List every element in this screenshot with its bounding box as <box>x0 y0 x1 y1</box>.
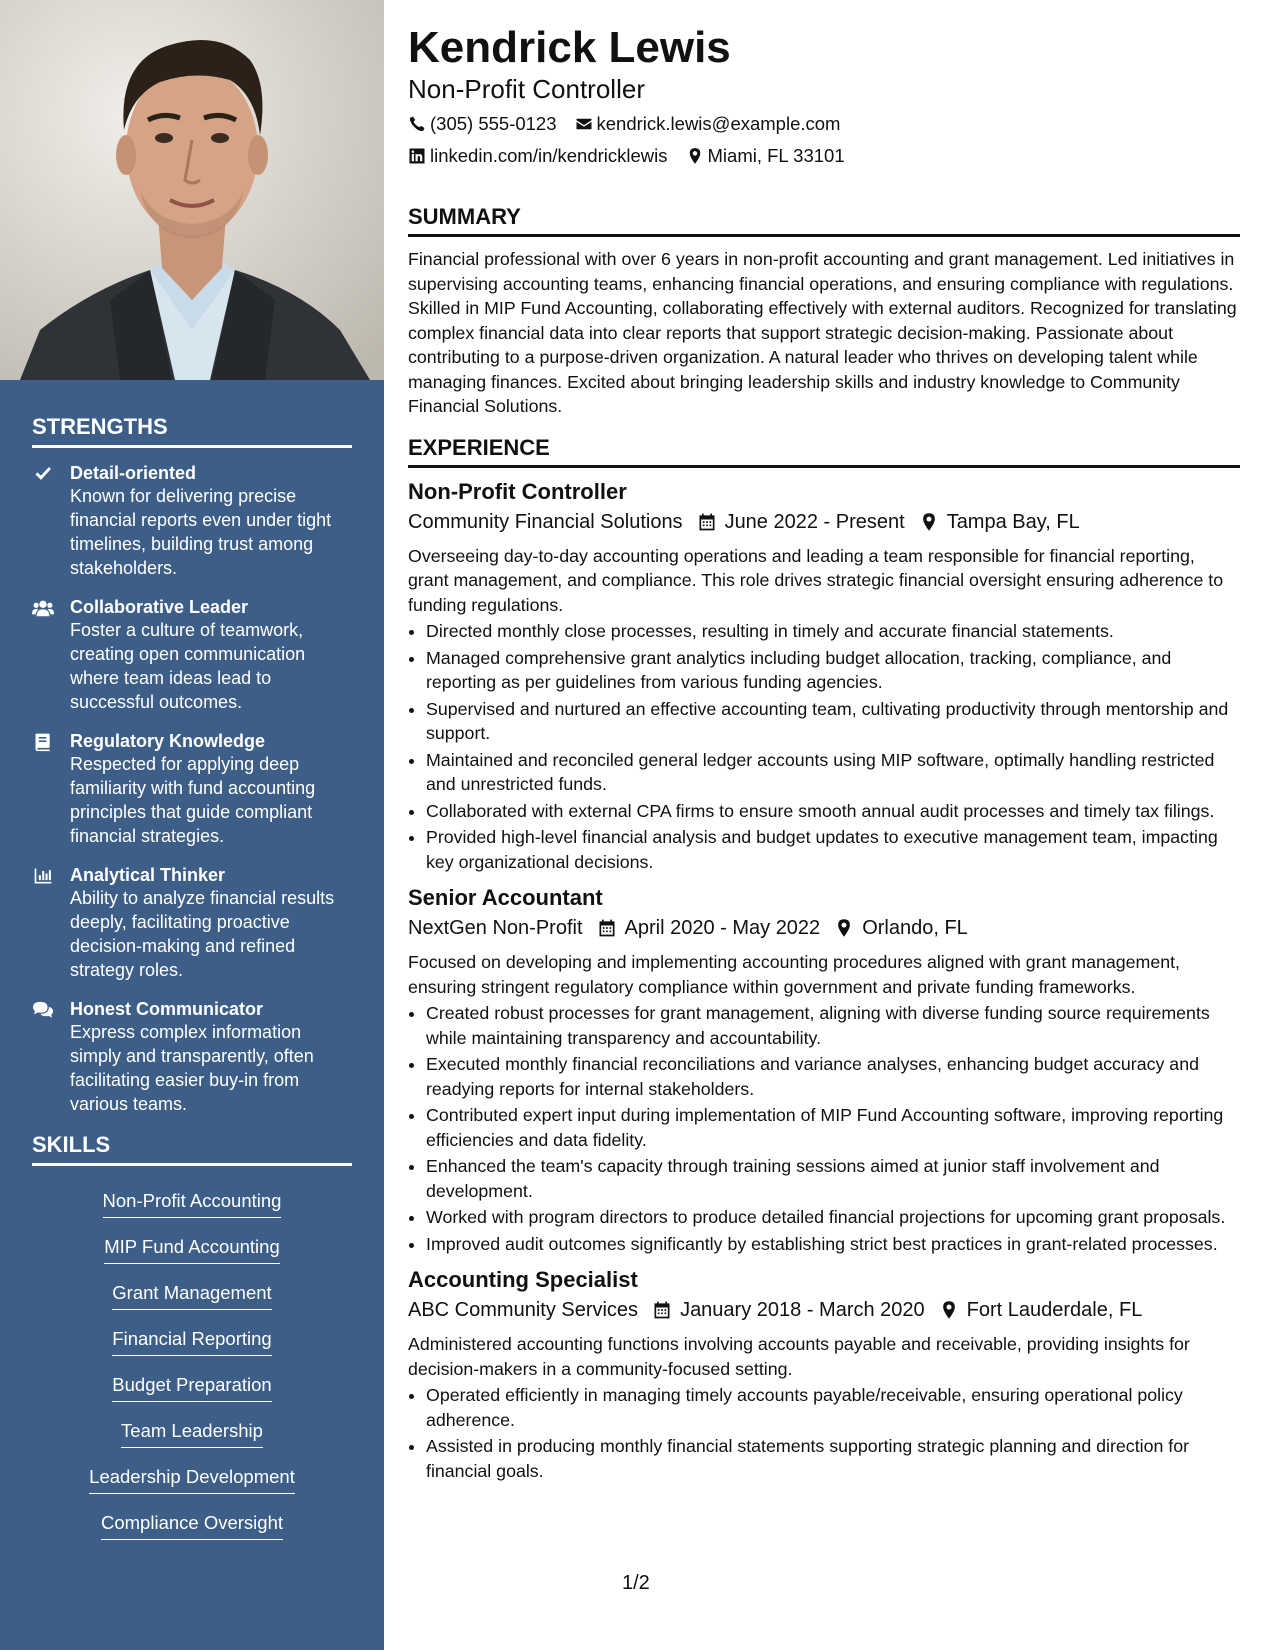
list-item: • Contributed expert input during implementation of MIP Fund Accounting software, improving reporting efficiencies and data fidelity. <box>426 1103 1240 1152</box>
location-pin-icon <box>939 1300 959 1320</box>
calendar-icon <box>697 512 717 532</box>
list-item: • Provided high-level financial analysis and budget updates to executive management team, impacting key organizational decisions. <box>426 825 1240 874</box>
candidate-name: Kendrick Lewis <box>408 23 731 72</box>
book-icon <box>32 730 70 848</box>
profile-photo <box>0 0 384 380</box>
skill-item: MIP Fund Accounting <box>104 1236 280 1264</box>
summary-heading: SUMMARY <box>408 204 1240 237</box>
job-dates-text: January 2018 - March 2020 <box>680 1299 925 1321</box>
list-item: • Improved audit outcomes significantly by establishing strict best practices in grant-related processes. <box>426 1232 1240 1257</box>
strength-description: Respected for applying deep familiarity with fund accounting principles that guide compliant financial strategies. <box>70 754 316 846</box>
list-item: • Executed monthly financial reconciliations and variance analyses, enhancing budget accuracy and readying reports for internal stakeholders. <box>426 1052 1240 1101</box>
job-dates <box>697 508 905 536</box>
job-location-text: Fort Lauderdale, FL <box>966 1299 1143 1321</box>
sidebar-content <box>32 400 352 1552</box>
company-name: Community Financial Solutions <box>408 510 683 533</box>
phone-text: (305) 555-0123 <box>430 113 557 134</box>
phone-icon <box>408 115 426 133</box>
strength-description: Ability to analyze financial results deeply, facilitating proactive decision-making and refined strategy roles. <box>70 888 335 980</box>
strength-description: Express complex information simply and transparently, often facilitating easier buy-in from various teams. <box>70 1022 314 1114</box>
job-location <box>939 1296 1143 1324</box>
job-location <box>834 914 968 942</box>
location-pin-icon <box>686 147 704 165</box>
check-icon <box>32 462 70 580</box>
job-title: Accounting Specialist <box>408 1267 638 1292</box>
main-content <box>408 22 1240 1485</box>
skill-item: Leadership Development <box>89 1466 295 1494</box>
job-entry <box>408 478 1240 875</box>
envelope-icon <box>575 115 593 133</box>
linkedin-contact[interactable] <box>408 144 668 168</box>
job-dates-text: June 2022 - Present <box>724 510 905 533</box>
skill-item: Budget Preparation <box>112 1374 271 1402</box>
job-title: Senior Accountant <box>408 885 603 910</box>
strength-item <box>32 864 352 982</box>
company-name: ABC Community Services <box>408 1299 639 1321</box>
list-item: • Operated efficiently in managing timely accounts payable/receivable, ensuring operational policy adherence. <box>426 1383 1240 1432</box>
job-entry <box>408 884 1240 1256</box>
job-meta <box>408 914 1240 942</box>
strength-item <box>32 998 352 1116</box>
job-entry <box>408 1266 1240 1483</box>
job-meta <box>408 1296 1240 1324</box>
email-contact[interactable] <box>575 112 841 136</box>
skill-item: Compliance Oversight <box>101 1512 283 1540</box>
job-dates <box>597 914 821 942</box>
strength-description: Known for delivering precise financial reports even under tight timelines, building trust among stakeholders. <box>70 486 332 578</box>
phone-contact <box>408 112 557 136</box>
job-dates-text: April 2020 - May 2022 <box>624 917 821 939</box>
list-item: • Collaborated with external CPA firms to ensure smooth annual audit processes and timely tax filings. <box>426 799 1240 824</box>
location-pin-icon <box>919 512 939 532</box>
chart-icon <box>32 864 70 982</box>
calendar-icon <box>652 1300 672 1320</box>
skill-item: Financial Reporting <box>112 1328 271 1356</box>
job-location <box>919 508 1080 536</box>
strength-title: Collaborative Leader <box>70 597 249 617</box>
list-item: • Worked with program directors to produce detailed financial projections for upcoming grant proposals. <box>426 1205 1240 1230</box>
users-icon <box>32 596 70 714</box>
skill-item: Non-Profit Accounting <box>103 1190 282 1218</box>
list-item: • Created robust processes for grant management, aligning with diverse funding source requirements while maintaining transparency and accountability. <box>426 1001 1240 1050</box>
list-item: • Managed comprehensive grant analytics including budget allocation, tracking, compliance, and reporting as per guidelines from various funding agencies. <box>426 646 1240 695</box>
location-text: Miami, FL 33101 <box>707 145 845 166</box>
strength-title: Regulatory Knowledge <box>70 731 266 751</box>
strengths-heading: STRENGTHS <box>32 414 352 448</box>
location-contact <box>686 144 845 168</box>
experience-heading: EXPERIENCE <box>408 435 1240 468</box>
list-item: • Supervised and nurtured an effective accounting team, cultivating productivity through mentorship and support. <box>426 697 1240 746</box>
contact-row <box>408 144 1240 168</box>
strength-item <box>32 596 352 714</box>
job-location-text: Tampa Bay, FL <box>946 510 1080 533</box>
job-bullets <box>408 619 1240 874</box>
job-bullets <box>408 1001 1240 1256</box>
skill-item: Grant Management <box>112 1282 271 1310</box>
list-item: • Maintained and reconciled general ledger accounts using MIP software, optimally handling restricted and unrestricted funds. <box>426 748 1240 797</box>
skill-item: Team Leadership <box>121 1420 263 1448</box>
profile-photo-illustration <box>0 0 384 380</box>
job-dates <box>652 1296 925 1324</box>
strength-item <box>32 730 352 848</box>
contact-row <box>408 112 1240 136</box>
strength-description: Foster a culture of teamwork, creating open communication where team ideas lead to successful outcomes. <box>70 620 306 712</box>
job-meta <box>408 508 1240 536</box>
list-item: • Directed monthly close processes, resulting in timely and accurate financial statements. <box>426 619 1240 644</box>
job-description: Administered accounting functions involving accounts payable and receivable, providing insights for decision-makers in a community-focused setting. <box>408 1334 1190 1379</box>
email-link[interactable]: kendrick.lewis@example.com <box>596 113 841 134</box>
job-location-text: Orlando, FL <box>862 917 968 939</box>
list-item: • Assisted in producing monthly financial statements supporting strategic planning and direction for financial goals. <box>426 1434 1240 1483</box>
skills-list <box>32 1180 352 1552</box>
linkedin-icon <box>408 147 426 165</box>
strength-item <box>32 462 352 580</box>
job-bullets <box>408 1383 1240 1483</box>
strength-title: Analytical Thinker <box>70 865 226 885</box>
calendar-icon <box>597 918 617 938</box>
job-title: Non-Profit Controller <box>408 478 627 504</box>
skills-heading: SKILLS <box>32 1132 352 1166</box>
comments-icon <box>32 998 70 1116</box>
job-description: Overseeing day-to-day accounting operations and leading a team responsible for financial reporting, grant management, and compliance. This role drives strategic financial oversight ensuring adherence to funding regulations. <box>408 545 1224 615</box>
summary-text: Financial professional with over 6 years in non-profit accounting and grant management. Led initiatives in supervising accounting teams, enhancing financial operations, and ensuring compliance with regulations. Skilled in MIP Fund Accounting, collaborating effectively with external auditors. Recognized for translating complex financial data into clear reports that support strategic decision-making. Passionate about contributing to a purpose-driven organization. A natural leader who thrives on developing talent while managing finances. Excited about bringing leadership skills and industry knowledge to Community Financial Solutions. <box>408 249 1237 416</box>
list-item: • Enhanced the team's capacity through training sessions aimed at junior staff involvement and development. <box>426 1154 1240 1203</box>
sidebar <box>0 0 384 1650</box>
page-number: 1/2 <box>622 1572 650 1594</box>
company-name: NextGen Non-Profit <box>408 917 583 939</box>
strength-title: Honest Communicator <box>70 999 264 1019</box>
linkedin-link[interactable]: linkedin.com/in/kendricklewis <box>430 145 668 166</box>
candidate-title: Non-Profit Controller <box>408 74 645 104</box>
location-pin-icon <box>834 918 854 938</box>
strength-title: Detail-oriented <box>70 463 197 483</box>
job-description: Focused on developing and implementing accounting procedures aligned with grant management, ensuring stringent regulatory compliance within government and private funding frameworks. <box>408 952 1180 997</box>
